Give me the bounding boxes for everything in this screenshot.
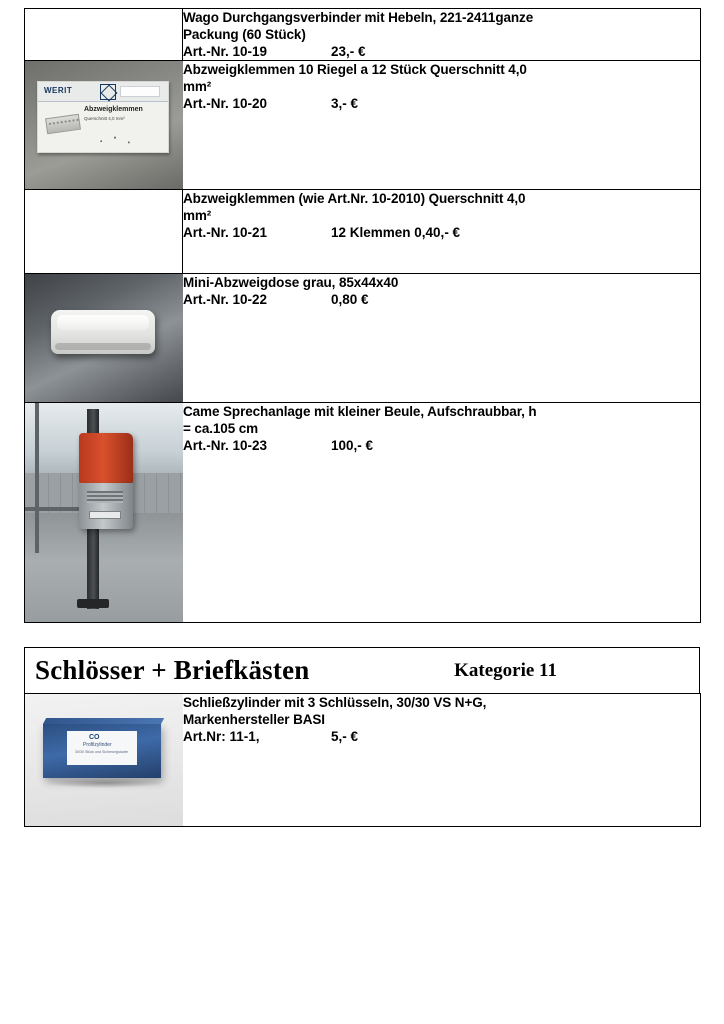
product-image-cell: [25, 403, 183, 623]
product-description-cell: [183, 190, 701, 274]
photo-box: [37, 81, 169, 153]
product-description-line: Abzweigklemmen 10 Riegel a 12 Stück Querschnitt 4,0: [183, 62, 527, 77]
table-row: [25, 694, 701, 827]
product-description-line: = ca.105 cm: [183, 421, 259, 436]
photo-product-box: [43, 724, 161, 778]
table-row: [25, 403, 701, 623]
product-art-row: [183, 95, 700, 112]
photo-terminal-block: [45, 114, 81, 135]
photo-post-foot: [77, 599, 109, 608]
photo-label-subtitle: Querschnitt 4,0 mm²: [84, 116, 125, 121]
product-description-cell: [183, 61, 701, 190]
product-description-line: Packung (60 Stück): [183, 27, 306, 42]
photo-speaker-grille: [87, 491, 123, 503]
photo-call-button: [89, 511, 121, 519]
photo-shadow: [47, 778, 163, 788]
product-description-cell: [183, 274, 701, 403]
photo-mini-abzweigdose-grau: [25, 274, 183, 402]
product-description-line: Abzweigklemmen (wie Art.Nr. 10-2010) Querschnitt 4,0: [183, 191, 526, 206]
product-art-row: [183, 437, 700, 454]
product-art-row: [183, 224, 700, 241]
product-price: 100,- €: [331, 438, 374, 453]
product-price: 23,- €: [331, 44, 366, 59]
product-price: 12 Klemmen 0,40,- €: [331, 225, 461, 240]
product-art-number: Art.-Nr. 10-22: [183, 292, 268, 307]
table-row: [25, 9, 701, 61]
category-number: Kategorie 11: [454, 659, 557, 681]
product-image-cell: [25, 694, 183, 827]
product-description-line: mm²: [183, 208, 212, 223]
photo-label-line-2: Profilzylinder: [83, 742, 112, 748]
photo-label-title: Abzweigklemmen: [84, 106, 143, 113]
photo-brand-text: WERIT: [44, 86, 73, 95]
photo-label-line-3: 30/30 Stück und Sicherungskarte: [75, 750, 128, 754]
photo-abzweigklemmen-packung: [25, 61, 183, 189]
photo-label-line-1: CO: [89, 734, 100, 741]
product-art-row: [183, 291, 700, 308]
product-description-line: Came Sprechanlage mit kleiner Beule, Aufschraubbar, h: [183, 404, 537, 419]
photo-junction-box: [51, 310, 155, 354]
product-art-number: Art.-Nr. 10-23: [183, 438, 268, 453]
photo-white-strip: [120, 86, 160, 97]
product-image-cell: [25, 61, 183, 190]
photo-came-sprechanlage: [25, 403, 183, 622]
product-price: 5,- €: [331, 729, 359, 744]
catalog-table-top: [24, 8, 701, 623]
photo-schliesszylinder-basi: [25, 694, 183, 826]
category-banner: [24, 647, 700, 693]
product-description-line: Schließzylinder mit 3 Schlüsseln, 30/30 VS N+G,: [183, 695, 487, 710]
table-row: [25, 274, 701, 403]
product-art-row: [183, 43, 700, 60]
product-description-line: Mini-Abzweigdose grau, 85x44x40: [183, 275, 399, 290]
product-price: 0,80 €: [331, 292, 369, 307]
product-description-cell: [183, 9, 701, 61]
product-image-cell-empty: [25, 9, 183, 61]
photo-intercom-red-housing: [79, 433, 133, 483]
photo-door-frame-vertical: [35, 403, 39, 553]
product-description-line: Wago Durchgangsverbinder mit Hebeln, 221-2411ganze: [183, 10, 534, 25]
catalog-table-category-11: [24, 693, 701, 827]
photo-logo-icon: [100, 84, 116, 100]
photo-door-frame-horizontal: [25, 507, 85, 511]
product-art-number: Art.-Nr. 10-19: [183, 44, 268, 59]
product-description-line: mm²: [183, 79, 212, 94]
product-art-row: [183, 728, 700, 745]
product-description-cell: [183, 403, 701, 623]
product-art-number: Art.-Nr. 10-20: [183, 96, 268, 111]
table-row: [25, 61, 701, 190]
category-title: Schlösser + Briefkästen: [35, 655, 310, 685]
product-description-line: Markenhersteller BASI: [183, 712, 325, 727]
table-row: [25, 190, 701, 274]
product-art-number: Art.Nr: 11-1,: [183, 729, 260, 744]
product-image-cell-empty: [25, 190, 183, 274]
photo-handwriting: [92, 134, 138, 146]
photo-box-label: [67, 731, 137, 765]
product-image-cell: [25, 274, 183, 403]
product-price: 3,- €: [331, 96, 359, 111]
photo-intercom-grey-housing: [79, 483, 133, 529]
product-art-number: Art.-Nr. 10-21: [183, 225, 268, 240]
photo-box-top-face: [43, 718, 164, 724]
product-description-cell: [183, 694, 701, 827]
